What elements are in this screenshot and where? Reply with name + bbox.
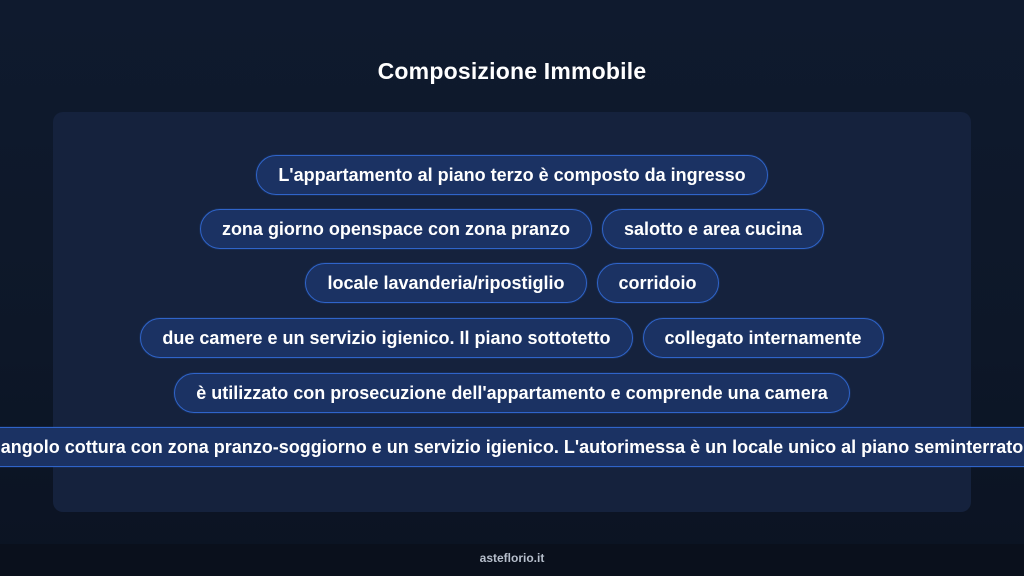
chip-ingresso: L'appartamento al piano terzo è composto da ingresso [256,155,767,195]
chip-lavanderia: locale lavanderia/ripostiglio [305,263,586,303]
chip-corridoio: corridoio [597,263,719,303]
chip-row-3 [0,262,1024,304]
chip-camere: due camere e un servizio igienico. Il piano sottotetto [140,318,632,358]
chip-row-2 [0,208,1024,250]
footer-brand: asteflorio.it [479,551,545,565]
chip-angolo-cottura: angolo cottura con zona pranzo-soggiorno e un servizio igienico. L'autorimessa è un locale unico al piano seminterrato [0,427,1024,467]
chip-zona-giorno: zona giorno openspace con zona pranzo [200,209,592,249]
chip-prosecuzione: è utilizzato con prosecuzione dell'appartamento e comprende una camera [174,373,849,413]
page-title: Composizione Immobile [377,58,647,84]
chip-collegato: collegato internamente [643,318,884,358]
chip-row-4 [0,317,1024,359]
chip-salotto: salotto e area cucina [602,209,824,249]
chip-row-5 [0,372,1024,414]
chip-row-1 [0,154,1024,196]
chip-row-6 [0,426,1024,468]
